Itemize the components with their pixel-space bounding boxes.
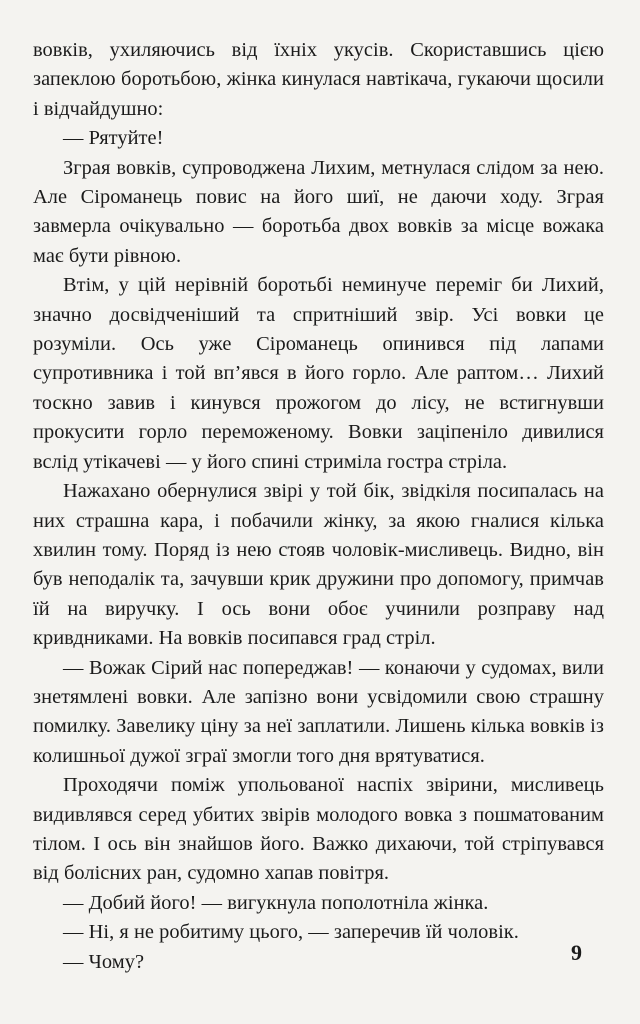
paragraph-8: — Добий його! — вигукнула пополотніла жінка. — [63, 891, 489, 914]
paragraph-5: Нажахано обернулися звірі у той бік, звідкіля посипалась на них страшна кара, і побачили жінку, за якою гналися кілька хвилин тому. Поряд із нею стояв чоловік-мисливець. Видно, він був неподалік та, зачувши крик дружини про допомогу, примчав їй на виручку. І ось вони обоє учинили розправу над кривдниками. На вовків посипався град стріл. — [33, 480, 604, 650]
paragraph-9: — Ні, я не робитиму цього, — заперечив їй чоловік. — [63, 921, 519, 944]
body-text — [33, 36, 604, 977]
paragraph-2: — Рятуйте! — [63, 127, 164, 150]
paragraph-6: — Вожак Сірий нас попереджав! — конаючи у судомах, вили знетямлені вовки. Але запізно вони усвідомили свою страшну помилку. Завелику ціну за неї заплатили. Лишень кілька вовків із колишньої дужої зграї змогли того дня врятуватися. — [33, 656, 604, 767]
paragraph-7: Проходячи поміж упольованої наспіх звірини, мисливець видивлявся серед убитих звірів молодого вовка з пошматованим тілом. І ось він знайшов його. Важко дихаючи, той стріпувався від болісних ран, судомно хапав повітря. — [33, 774, 604, 885]
paragraph-1: вовків, ухиляючись від їхніх укусів. Скориставшись цією запеклою боротьбою, жінка кинулася навтікача, гукаючи щосили і відчайдушно: — [33, 39, 604, 120]
paragraph-3: Зграя вовків, супроводжена Лихим, метнулася слідом за нею. Але Сіроманець повис на його шиї, не даючи ходу. Зграя завмерла очікувально — боротьба двох вовків за місце вожака має бути рівною. — [33, 156, 604, 267]
paragraph-10: — Чому? — [63, 950, 145, 973]
paragraph-4: Втім, у цій нерівній боротьбі неминуче переміг би Лихий, значно досвідченіший та спритніший звір. Усі вовки це розуміли. Ось уже Сіроманець опинився під лапами супротивника і той вп’явся в його горло. Але раптом… Лихий тоскно завив і кинувся прожогом до лісу, не встигнувши прокусити горло переможеному. Вовки заціпеніло дивилися вслід утікачеві — у його спині стриміла гостра стріла. — [33, 274, 604, 473]
page-number: 9 — [571, 940, 582, 965]
